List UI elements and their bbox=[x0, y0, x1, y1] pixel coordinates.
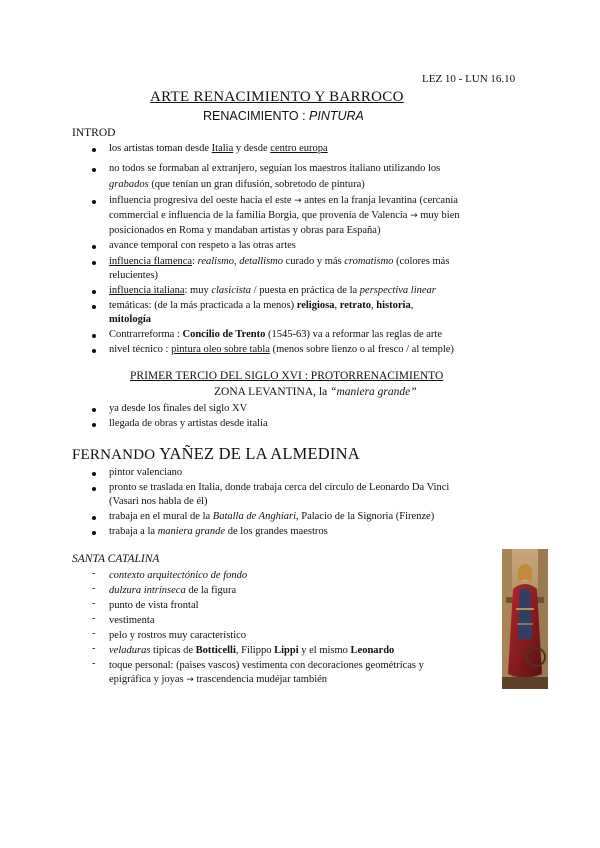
proto-item-1: ya desde los finales del siglo XV bbox=[109, 403, 248, 414]
santa-item-1: contexto arquitectónico de fondo bbox=[109, 570, 248, 581]
introd-heading: INTROD bbox=[72, 127, 116, 139]
introd-item-9: nivel técnico : pintura oleo sobre tabla (menos sobre lienzo o al fresco / al temple) bbox=[109, 344, 454, 355]
fernando-item-4: trabaja a la maniera grande de los grandes maestros bbox=[109, 526, 328, 537]
page-subtitle: RENACIMIENTO : PINTURA bbox=[203, 109, 364, 123]
santa-item-3: punto de vista frontal bbox=[109, 600, 199, 611]
proto-heading: PRIMER TERCIO DEL SIGLO XVI : PROTORRENACIMIENTO bbox=[130, 370, 444, 382]
fernando-heading: FERNANDO YAÑEZ DE LA ALMEDINA bbox=[72, 444, 360, 463]
introd-item-1: los artistas toman desde Italia y desde centro europa bbox=[109, 143, 328, 154]
page-title: ARTE RENACIMIENTO Y BARROCO bbox=[150, 89, 404, 105]
introd-item-7: temáticas: (de la más practicada a la menos) religiosa, retrato, historia, bbox=[109, 300, 414, 311]
introd-item-4: avance temporal con respeto a las otras artes bbox=[109, 240, 296, 251]
introd-item-6: influencia italiana: muy clasicista / puesta en práctica de la perspectiva linear bbox=[109, 285, 436, 296]
proto-item-2: llegada de obras y artistas desde italia bbox=[109, 418, 268, 429]
introd-item-5: influencia flamenca: realismo, detallismo curado y más cromatismo (colores más bbox=[109, 256, 450, 267]
introd-item-2: no todos se formaban al extranjero, seguían los maestros italiano utilizando los bbox=[109, 163, 441, 174]
introd-item-8: Contrarreforma : Concilio de Trento (1545-63) va a reformar las reglas de arte bbox=[109, 329, 442, 340]
lesson-date: LEZ 10 - LUN 16.10 bbox=[422, 73, 516, 85]
santa-item-7: toque personal: (paises vascos) vestimenta con decoraciones geométricas y bbox=[109, 660, 424, 671]
fernando-item-1: pintor valenciano bbox=[109, 467, 183, 478]
introd-item-3: influencia progresiva del oeste hacia el este → antes en la franja levantina (cercanía bbox=[109, 195, 458, 206]
proto-subheading: ZONA LEVANTINA, la “maniera grande” bbox=[214, 386, 417, 398]
santa-item-5: pelo y rostros muy característico bbox=[109, 630, 247, 641]
fernando-item-2: pronto se traslada en Italia, donde trabaja cerca del círculo de Leonardo Da Vinci bbox=[109, 482, 450, 493]
santa-item-4: vestimenta bbox=[109, 615, 155, 626]
santa-item-2: dulzura intrínseca de la figura bbox=[109, 585, 237, 596]
santa-item-6: veladuras típicas de Botticelli, Filippo Lippi y el mismo Leonardo bbox=[109, 645, 395, 656]
fernando-item-3: trabaja en el mural de la Batalla de Anghiari, Palacio de la Signoria (Firenze) bbox=[109, 511, 435, 522]
santa-catalina-painting bbox=[502, 549, 548, 689]
santa-heading: SANTA CATALINA bbox=[72, 553, 160, 565]
